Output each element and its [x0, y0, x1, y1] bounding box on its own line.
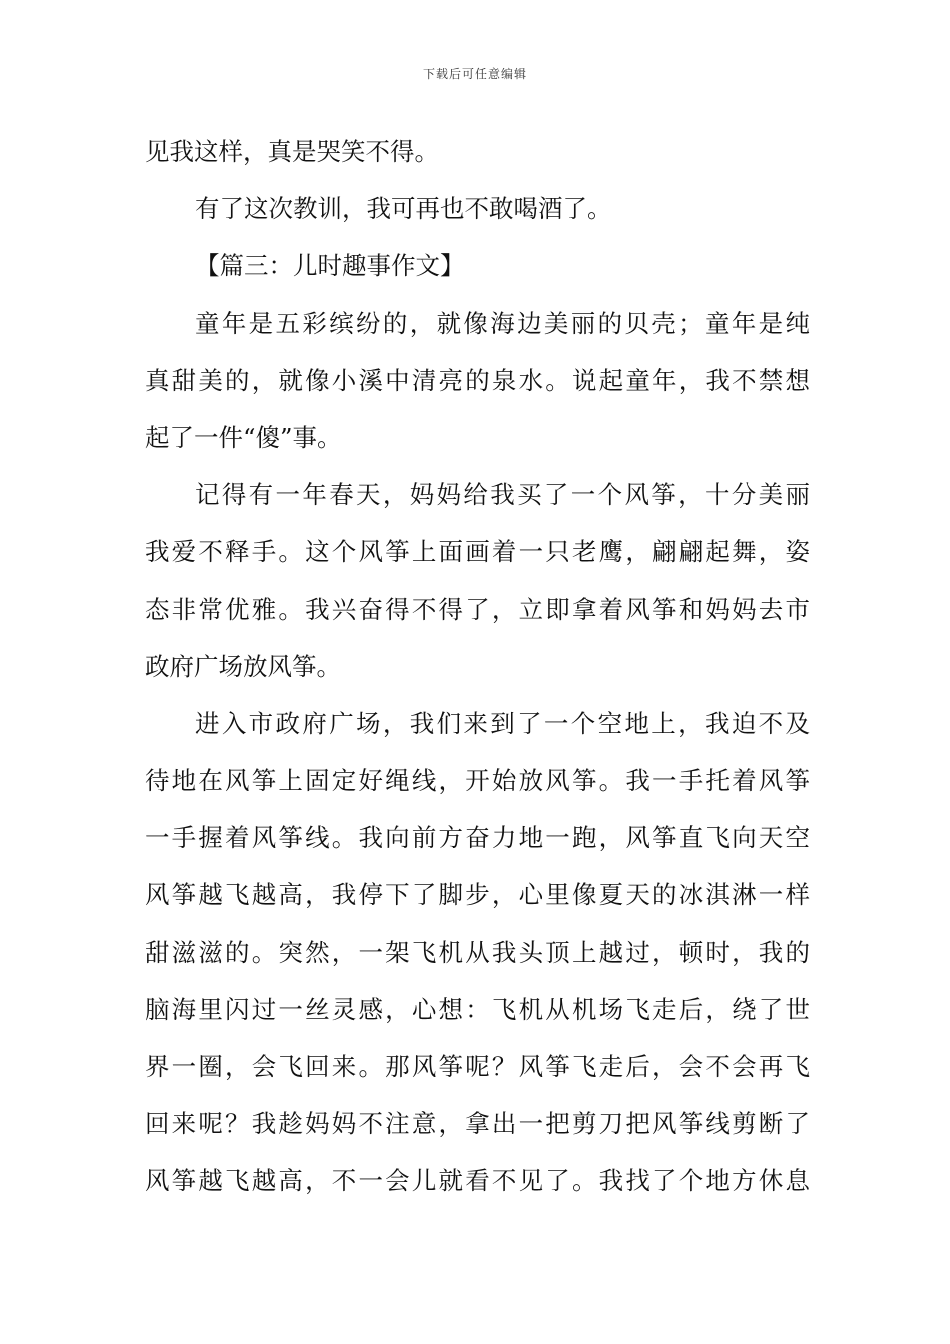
- text-line: 真甜美的，就像小溪中清亮的泉水。说起童年，我不禁想: [145, 365, 810, 395]
- text-line: 我爱不释手。这个风筝上面画着一只老鹰，翩翩起舞，姿: [145, 537, 810, 567]
- document-body: [145, 123, 810, 1210]
- page-header: 下载后可任意编辑: [422, 67, 527, 81]
- text-line: 风筝越飞越高，我停下了脚步，心里像夏天的冰淇淋一样: [145, 880, 810, 910]
- text-line: 脑海里闪过一丝灵感，心想：飞机从机场飞走后，绕了世: [145, 994, 810, 1024]
- text-line: 政府广场放风筝。: [145, 651, 341, 681]
- text-line: 甜滋滋的。突然，一架飞机从我头顶上越过，顿时，我的: [145, 937, 810, 967]
- text-line: 回来呢？我趁妈妈不注意，拿出一把剪刀把风筝线剪断了: [145, 1109, 810, 1139]
- text-line: 有了这次教训，我可再也不敢喝酒了。: [195, 194, 612, 224]
- text-line: 态非常优雅。我兴奋得不得了，立即拿着风筝和妈妈去市: [145, 594, 810, 624]
- text-line: 起了一件“傻”事。: [145, 422, 342, 452]
- text-line: 见我这样，真是哭笑不得。: [145, 137, 439, 166]
- text-line: 进入市政府广场，我们来到了一个空地上，我迫不及: [195, 708, 810, 738]
- text-line: 童年是五彩缤纷的，就像海边美丽的贝壳；童年是纯: [195, 308, 810, 338]
- text-line: 风筝越飞越高，不一会儿就看不见了。我找了个地方休息: [145, 1166, 810, 1196]
- text-line: 记得有一年春天，妈妈给我买了一个风筝，十分美丽: [195, 480, 810, 510]
- section-heading: 【篇三：儿时趣事作文】: [195, 251, 465, 281]
- text-line: 一手握着风筝线。我向前方奋力地一跑，风筝直飞向天空: [145, 823, 810, 853]
- text-line: 待地在风筝上固定好绳线，开始放风筝。我一手托着风筝: [145, 766, 810, 796]
- text-line: 界一圈，会飞回来。那风筝呢？风筝飞走后，会不会再飞: [145, 1052, 810, 1081]
